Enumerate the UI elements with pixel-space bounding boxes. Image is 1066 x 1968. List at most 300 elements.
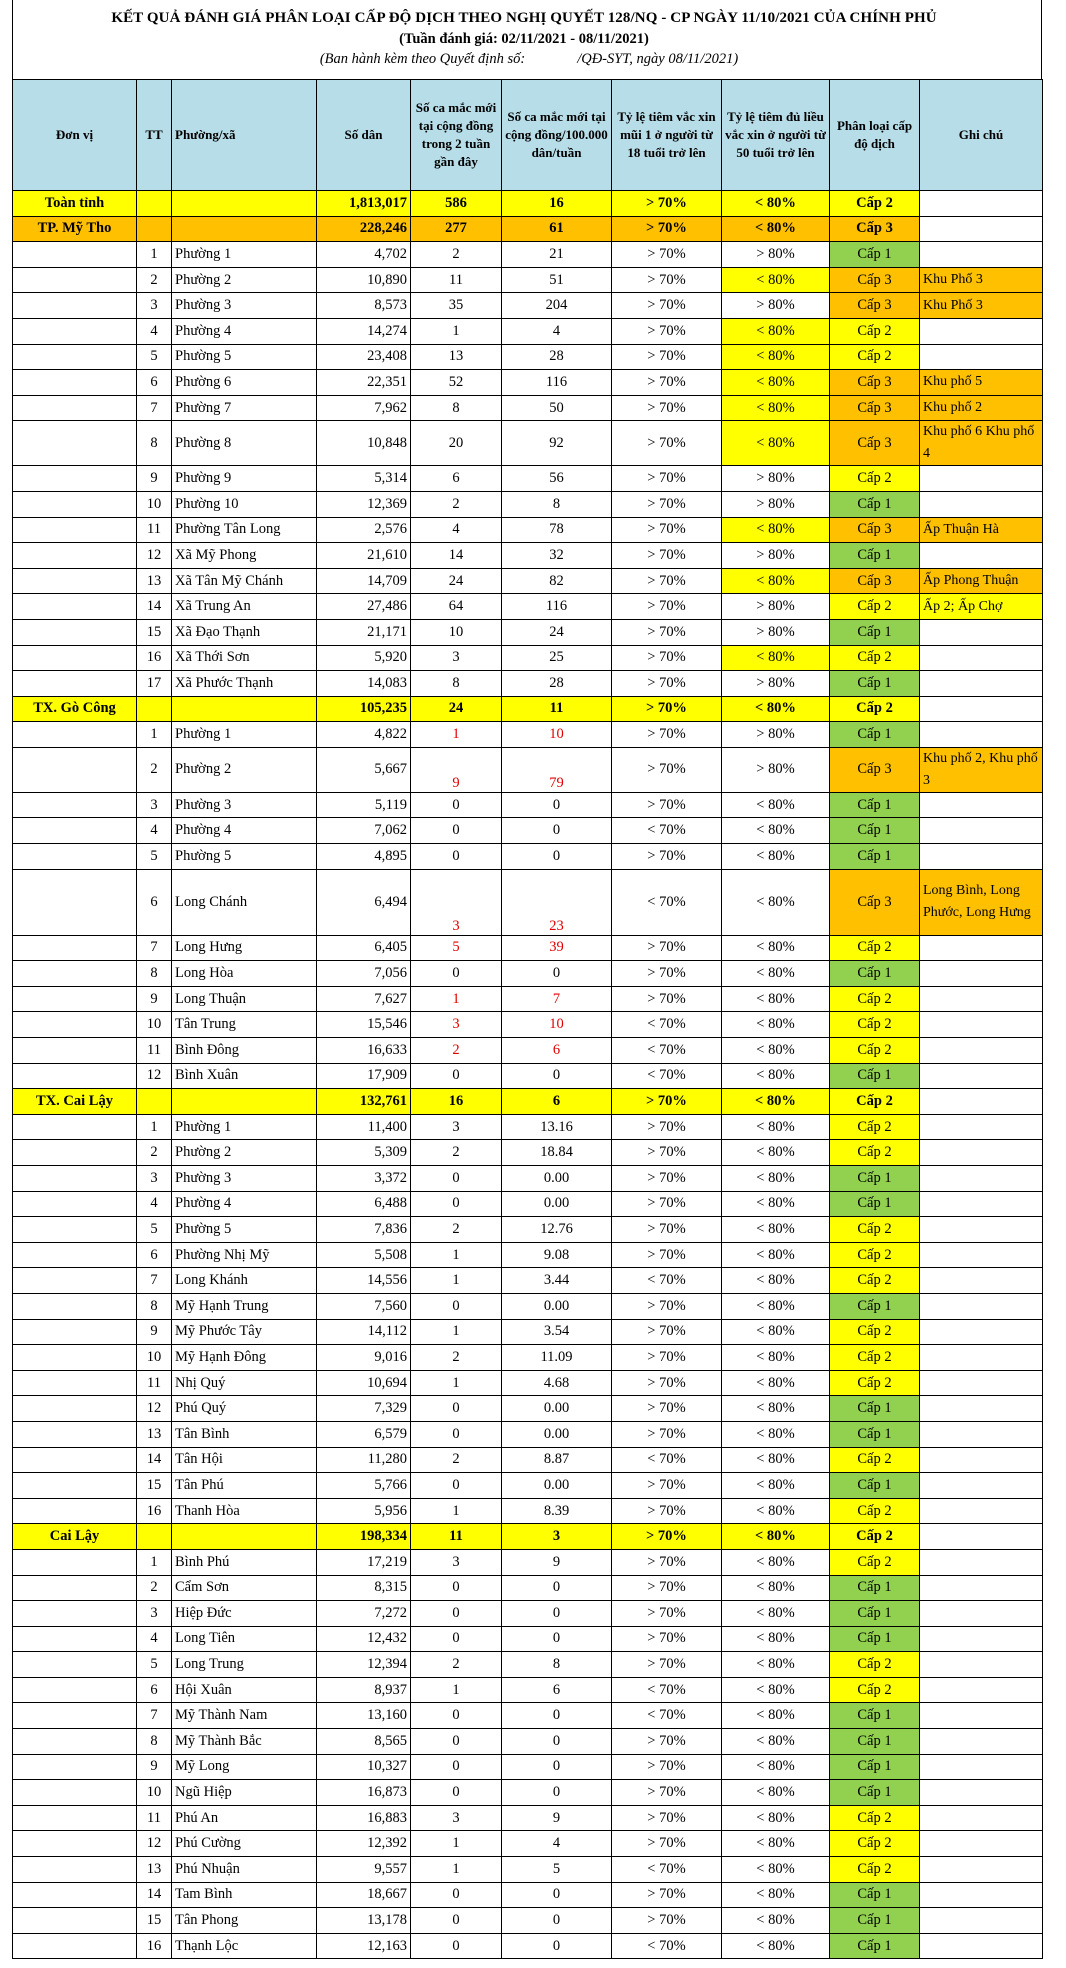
population-cell: 17,909 [317,1063,411,1089]
ward-cell: Phường 5 [172,344,317,370]
ward-cell [172,1089,317,1115]
full-dose-cell: > 80% [722,619,830,645]
table-row [13,792,1043,818]
table-header-row [13,80,1043,191]
table-row [13,935,1043,961]
cases-cell: 1 [411,1831,502,1857]
table-row [13,961,1043,987]
ward-cell: Phường Nhị Mỹ [172,1242,317,1268]
dose1-cell: > 70% [612,421,722,466]
per100k-cell: 23 [502,869,612,935]
table-row [13,1933,1043,1959]
full-dose-cell: < 80% [722,1601,830,1627]
cases-cell: 5 [411,935,502,961]
per100k-cell: 3.44 [502,1268,612,1294]
ward-cell: Thạnh Lộc [172,1933,317,1959]
unit-cell [13,844,137,870]
table-row [13,318,1043,344]
note-cell [920,1345,1043,1371]
full-dose-cell: < 80% [722,1626,830,1652]
cases-cell: 0 [411,1293,502,1319]
unit-cell [13,1677,137,1703]
per100k-cell: 21 [502,242,612,268]
tt-cell: 3 [137,1601,172,1627]
unit-cell [13,1805,137,1831]
cases-cell: 0 [411,1473,502,1499]
ward-cell: Phường 3 [172,1166,317,1192]
per100k-cell: 0 [502,1729,612,1755]
cases-cell: 1 [411,1370,502,1396]
per100k-cell: 0 [502,792,612,818]
population-cell: 12,163 [317,1933,411,1959]
note-cell [920,1473,1043,1499]
dose1-cell: > 70% [612,344,722,370]
tt-cell [137,191,172,217]
tt-cell: 7 [137,1703,172,1729]
full-dose-cell: < 80% [722,1191,830,1217]
per100k-cell: 16 [502,191,612,217]
tt-cell: 8 [137,421,172,466]
unit-cell [13,1012,137,1038]
level-cell: Cấp 2 [830,1242,920,1268]
note-cell [920,1293,1043,1319]
unit-cell: TX. Cai Lậy [13,1089,137,1115]
population-cell: 4,822 [317,722,411,748]
per100k-cell: 92 [502,421,612,466]
note-cell [920,1370,1043,1396]
cases-cell: 2 [411,1217,502,1243]
population-cell: 8,937 [317,1677,411,1703]
population-cell: 5,314 [317,466,411,492]
level-cell: Cấp 2 [830,935,920,961]
tt-cell: 6 [137,1677,172,1703]
tt-cell [137,1089,172,1115]
population-cell: 16,883 [317,1805,411,1831]
cases-cell: 9 [411,747,502,792]
cases-cell: 1 [411,1498,502,1524]
full-dose-cell: < 80% [722,1217,830,1243]
full-dose-cell: < 80% [722,1857,830,1883]
tt-cell: 15 [137,1473,172,1499]
population-cell: 14,112 [317,1319,411,1345]
tt-cell: 10 [137,1780,172,1806]
ward-cell: Phường 2 [172,267,317,293]
full-dose-cell: < 80% [722,1293,830,1319]
unit-cell [13,935,137,961]
tt-cell [137,696,172,722]
dose1-cell: > 70% [612,1319,722,1345]
cases-cell: 277 [411,216,502,242]
dose1-cell: > 70% [612,466,722,492]
unit-cell [13,1166,137,1192]
dose1-cell: < 70% [612,1038,722,1064]
note-cell [920,491,1043,517]
cases-cell: 0 [411,961,502,987]
population-cell: 5,956 [317,1498,411,1524]
table-row [13,543,1043,569]
per100k-cell: 0 [502,1063,612,1089]
cases-cell: 0 [411,1908,502,1934]
dose1-cell: > 70% [612,671,722,697]
tt-cell: 3 [137,792,172,818]
full-dose-cell: < 80% [722,1831,830,1857]
tt-cell: 14 [137,594,172,620]
per100k-cell: 0.00 [502,1166,612,1192]
tt-cell: 2 [137,1575,172,1601]
full-dose-cell: < 80% [722,1498,830,1524]
unit-cell [13,1114,137,1140]
population-cell: 8,573 [317,293,411,319]
per100k-cell: 5 [502,1857,612,1883]
level-cell: Cấp 1 [830,1754,920,1780]
per100k-cell: 51 [502,267,612,293]
ward-cell: Ngũ Hiệp [172,1780,317,1806]
per100k-cell: 50 [502,395,612,421]
level-cell: Cấp 1 [830,722,920,748]
dose1-cell: < 70% [612,1012,722,1038]
summary-row [13,696,1043,722]
ward-cell: Phường 1 [172,722,317,748]
unit-cell [13,1857,137,1883]
ward-cell: Phú Cường [172,1831,317,1857]
level-cell: Cấp 1 [830,1780,920,1806]
ward-cell: Long Tiên [172,1626,317,1652]
dose1-cell: > 70% [612,1473,722,1499]
population-cell: 5,667 [317,747,411,792]
ward-cell: Phường 3 [172,792,317,818]
population-cell: 12,432 [317,1626,411,1652]
table-row [13,1191,1043,1217]
full-dose-cell: < 80% [722,961,830,987]
population-cell: 7,560 [317,1293,411,1319]
note-cell [920,1319,1043,1345]
cases-cell: 0 [411,1191,502,1217]
population-cell: 11,280 [317,1447,411,1473]
tt-cell: 10 [137,1345,172,1371]
full-dose-cell: < 80% [722,1140,830,1166]
level-cell: Cấp 2 [830,1268,920,1294]
unit-cell [13,1396,137,1422]
note-cell [920,671,1043,697]
tt-cell: 1 [137,242,172,268]
cases-cell: 0 [411,1933,502,1959]
per100k-cell: 6 [502,1677,612,1703]
tt-cell: 4 [137,818,172,844]
per100k-cell: 4 [502,318,612,344]
dose1-cell: > 70% [612,645,722,671]
per100k-cell: 24 [502,619,612,645]
table-row [13,1754,1043,1780]
level-cell: Cấp 2 [830,466,920,492]
level-cell: Cấp 1 [830,1293,920,1319]
tt-cell: 2 [137,747,172,792]
per100k-cell: 4.68 [502,1370,612,1396]
table-row [13,1447,1043,1473]
level-cell: Cấp 1 [830,844,920,870]
population-cell: 10,890 [317,267,411,293]
per100k-cell: 0 [502,1575,612,1601]
tt-cell: 10 [137,491,172,517]
cases-cell: 3 [411,1805,502,1831]
note-cell [920,1421,1043,1447]
ward-cell: Phường 1 [172,242,317,268]
cases-cell: 0 [411,1575,502,1601]
population-cell: 13,178 [317,1908,411,1934]
per100k-cell: 3.54 [502,1319,612,1345]
population-cell: 17,219 [317,1549,411,1575]
full-dose-cell: < 80% [722,1166,830,1192]
unit-cell [13,1575,137,1601]
dose1-cell: > 70% [612,1780,722,1806]
dose1-cell: > 70% [612,1575,722,1601]
per100k-cell: 11.09 [502,1345,612,1371]
ward-cell: Mỹ Phước Tây [172,1319,317,1345]
note-cell [920,191,1043,217]
ward-cell: Long Chánh [172,869,317,935]
report-subtitle: (Tuần đánh giá: 02/11/2021 - 08/11/2021) [399,31,649,47]
full-dose-cell: < 80% [722,792,830,818]
dose1-cell: > 70% [612,1498,722,1524]
per100k-cell: 0 [502,1754,612,1780]
population-cell: 9,557 [317,1857,411,1883]
tt-cell: 8 [137,1729,172,1755]
full-dose-cell: > 80% [722,543,830,569]
ward-cell: Long Hưng [172,935,317,961]
unit-cell [13,1908,137,1934]
population-cell: 12,369 [317,491,411,517]
per100k-cell: 116 [502,370,612,396]
dose1-cell: < 70% [612,1268,722,1294]
col-cases-2weeks: Số ca mắc mới tại cộng đồng trong 2 tuần gần đây [411,80,502,191]
issued-decision-suffix: /QĐ-SYT, ngày 08/11/2021) [577,51,739,67]
full-dose-cell: < 80% [722,1421,830,1447]
tt-cell: 1 [137,1549,172,1575]
note-cell [920,645,1043,671]
cases-cell: 16 [411,1089,502,1115]
dose1-cell: > 70% [612,1908,722,1934]
dose1-cell: > 70% [612,1805,722,1831]
ward-cell: Xã Mỹ Phong [172,543,317,569]
note-cell: Khu phố 2, Khu phố 3 [920,747,1043,792]
note-cell [920,1677,1043,1703]
tt-cell: 2 [137,1140,172,1166]
population-cell: 7,329 [317,1396,411,1422]
population-cell: 13,160 [317,1703,411,1729]
dose1-cell: > 70% [612,1729,722,1755]
population-cell: 7,056 [317,961,411,987]
tt-cell: 15 [137,619,172,645]
cases-cell: 0 [411,1626,502,1652]
population-cell: 8,315 [317,1575,411,1601]
per100k-cell: 8 [502,491,612,517]
cases-cell: 0 [411,1601,502,1627]
per100k-cell: 10 [502,722,612,748]
population-cell: 10,694 [317,1370,411,1396]
unit-cell [13,1421,137,1447]
full-dose-cell: > 80% [722,242,830,268]
ward-cell: Phường 3 [172,293,317,319]
unit-cell [13,1754,137,1780]
population-cell: 12,392 [317,1831,411,1857]
tt-cell: 12 [137,1831,172,1857]
note-cell [920,1038,1043,1064]
ward-cell: Phú An [172,1805,317,1831]
level-cell: Cấp 2 [830,1089,920,1115]
ward-cell: Phường 9 [172,466,317,492]
cases-cell: 1 [411,318,502,344]
level-cell: Cấp 3 [830,869,920,935]
per100k-cell: 0 [502,961,612,987]
cases-cell: 64 [411,594,502,620]
ward-cell: Phường Tân Long [172,517,317,543]
summary-row [13,191,1043,217]
population-cell: 132,761 [317,1089,411,1115]
per100k-cell: 10 [502,1012,612,1038]
ward-cell: Phường 6 [172,370,317,396]
dose1-cell: > 70% [612,293,722,319]
cases-cell: 24 [411,696,502,722]
table-row [13,568,1043,594]
dose1-cell: > 70% [612,517,722,543]
level-cell: Cấp 2 [830,1217,920,1243]
level-cell: Cấp 2 [830,1447,920,1473]
population-cell: 16,873 [317,1780,411,1806]
cases-cell: 0 [411,1780,502,1806]
full-dose-cell: < 80% [722,1754,830,1780]
population-cell: 228,246 [317,216,411,242]
population-cell: 16,633 [317,1038,411,1064]
note-cell [920,1114,1043,1140]
col-full-dose-rate: Tỷ lệ tiêm đủ liều vắc xin ở người từ 50 tuổi trở lên [722,80,830,191]
dose1-cell: > 70% [612,318,722,344]
population-cell: 14,274 [317,318,411,344]
note-cell [920,722,1043,748]
population-cell: 6,488 [317,1191,411,1217]
table-row [13,1345,1043,1371]
per100k-cell: 8.87 [502,1447,612,1473]
tt-cell: 9 [137,466,172,492]
full-dose-cell: < 80% [722,986,830,1012]
dose1-cell: > 70% [612,370,722,396]
note-cell [920,1575,1043,1601]
ward-cell: Phú Quý [172,1396,317,1422]
note-cell [920,1217,1043,1243]
unit-cell [13,1473,137,1499]
unit-cell: TX. Gò Công [13,696,137,722]
ward-cell: Phường 1 [172,1114,317,1140]
full-dose-cell: < 80% [722,1729,830,1755]
full-dose-cell: < 80% [722,869,830,935]
full-dose-cell: < 80% [722,395,830,421]
population-cell: 27,486 [317,594,411,620]
table-row [13,395,1043,421]
level-cell: Cấp 2 [830,1012,920,1038]
note-cell [920,466,1043,492]
population-cell: 6,579 [317,1421,411,1447]
level-cell: Cấp 1 [830,1933,920,1959]
note-cell [920,792,1043,818]
population-cell: 10,848 [317,421,411,466]
level-cell: Cấp 1 [830,671,920,697]
dose1-cell: < 70% [612,1677,722,1703]
per100k-cell: 0 [502,844,612,870]
ward-cell: Phường 2 [172,747,317,792]
unit-cell [13,1191,137,1217]
dose1-cell: > 70% [612,491,722,517]
population-cell: 14,709 [317,568,411,594]
tt-cell: 12 [137,543,172,569]
unit-cell [13,1370,137,1396]
population-cell: 8,565 [317,1729,411,1755]
note-cell: Khu Phố 3 [920,293,1043,319]
level-cell: Cấp 3 [830,517,920,543]
dose1-cell: < 70% [612,818,722,844]
note-cell: Khu Phố 3 [920,267,1043,293]
unit-cell [13,1549,137,1575]
full-dose-cell: < 80% [722,645,830,671]
unit-cell [13,293,137,319]
ward-cell: Mỹ Hạnh Đông [172,1345,317,1371]
note-cell [920,1754,1043,1780]
unit-cell [13,1831,137,1857]
dose1-cell: > 70% [612,1601,722,1627]
ward-cell [172,191,317,217]
full-dose-cell: < 80% [722,1805,830,1831]
ward-cell: Long Khánh [172,1268,317,1294]
level-cell: Cấp 2 [830,1038,920,1064]
dose1-cell: > 70% [612,1370,722,1396]
level-cell: Cấp 3 [830,370,920,396]
ward-cell [172,216,317,242]
cases-cell: 2 [411,1345,502,1371]
unit-cell [13,1063,137,1089]
cases-cell: 0 [411,1703,502,1729]
table-row [13,1652,1043,1678]
summary-row [13,1524,1043,1550]
cases-cell: 6 [411,466,502,492]
level-cell: Cấp 1 [830,619,920,645]
unit-cell [13,1038,137,1064]
table-row [13,466,1043,492]
level-cell: Cấp 3 [830,421,920,466]
per100k-cell: 9 [502,1549,612,1575]
table-row [13,370,1043,396]
population-cell: 5,309 [317,1140,411,1166]
note-cell [920,1805,1043,1831]
per100k-cell: 0.00 [502,1191,612,1217]
ward-cell: Bình Xuân [172,1063,317,1089]
per100k-cell: 13.16 [502,1114,612,1140]
cases-cell: 2 [411,242,502,268]
unit-cell [13,395,137,421]
full-dose-cell: < 80% [722,1114,830,1140]
tt-cell: 14 [137,1882,172,1908]
table-row [13,242,1043,268]
unit-cell [13,961,137,987]
table-row [13,594,1043,620]
dose1-cell: < 70% [612,869,722,935]
unit-cell [13,818,137,844]
level-cell: Cấp 1 [830,1473,920,1499]
dose1-cell: > 70% [612,543,722,569]
level-cell: Cấp 1 [830,242,920,268]
ward-cell: Phường 4 [172,818,317,844]
ward-cell: Mỹ Long [172,1754,317,1780]
per100k-cell: 0 [502,1933,612,1959]
level-cell: Cấp 3 [830,293,920,319]
cases-cell: 1 [411,1319,502,1345]
dose1-cell: > 70% [612,568,722,594]
